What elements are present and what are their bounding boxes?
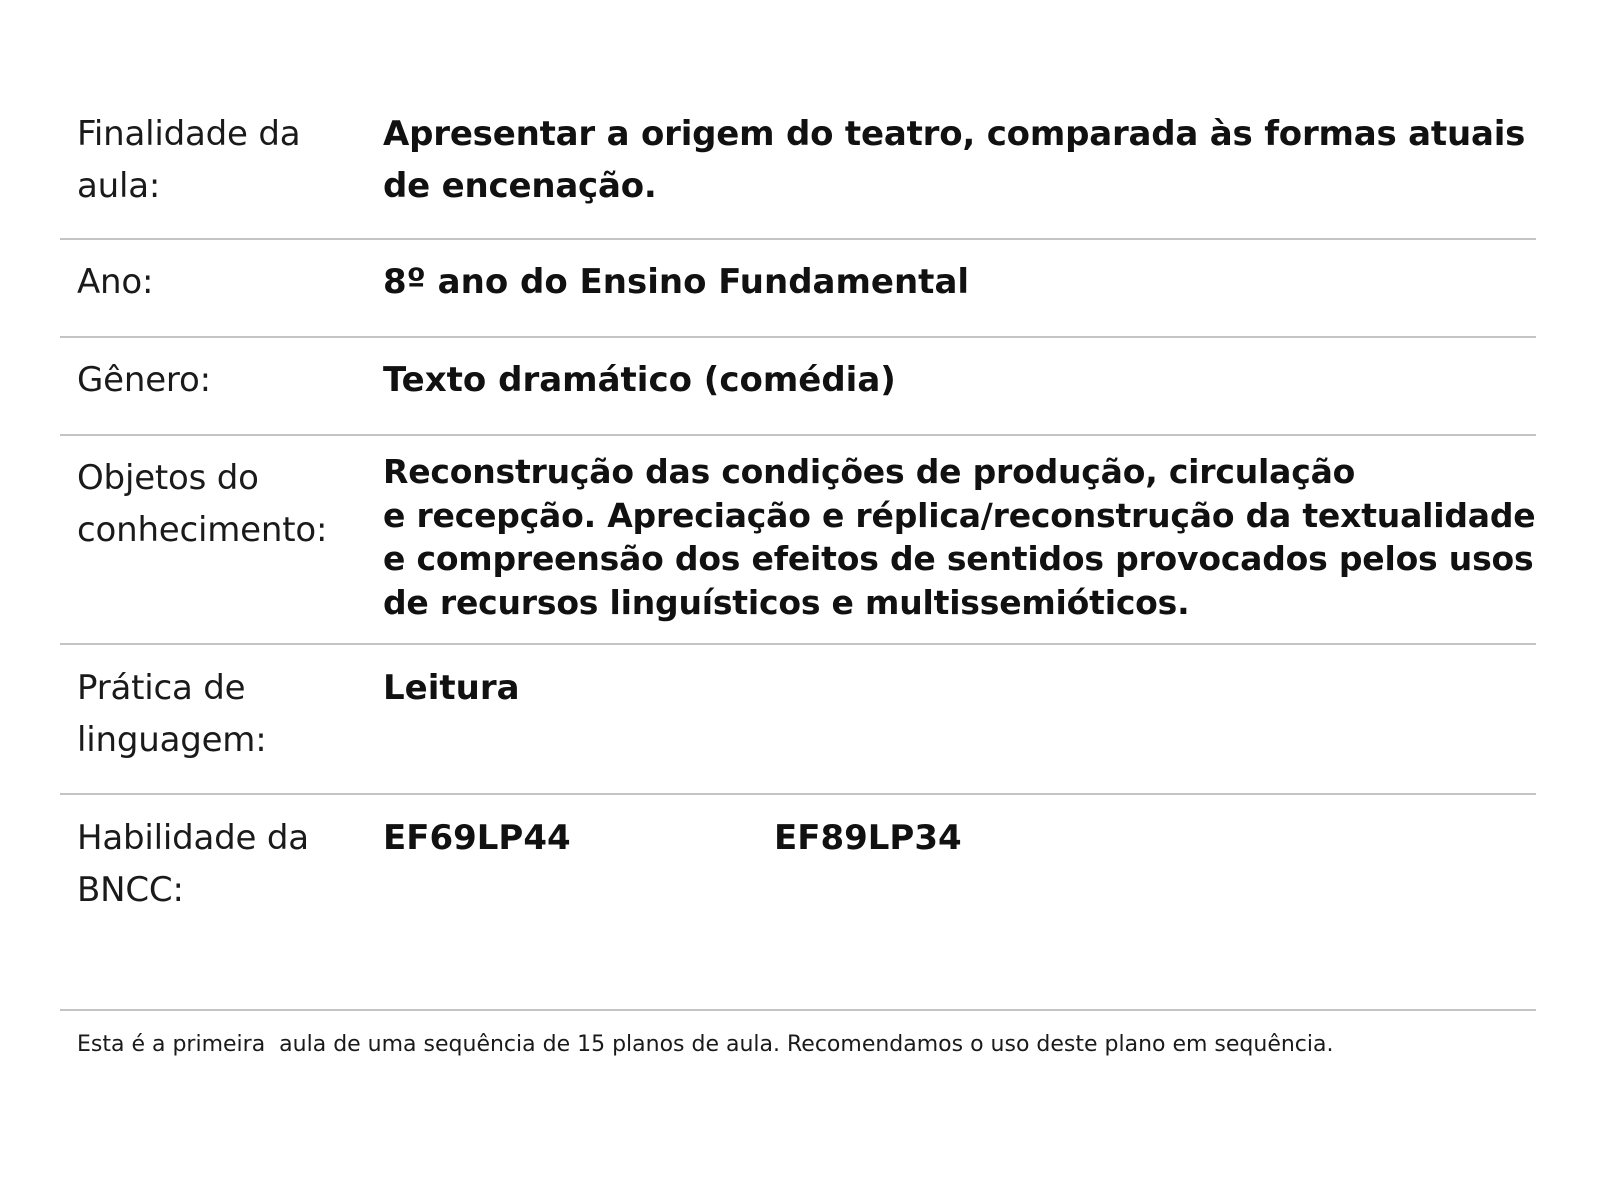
finalidade-value-line1: Apresentar a origem do teatro, comparada às formas atuais <box>383 114 1526 154</box>
ano-value: 8º ano do Ensino Fundamental <box>383 262 970 302</box>
habilidade-label-line1: Habilidade da <box>77 818 309 858</box>
objetos-value <box>383 450 1536 624</box>
divider <box>60 238 1536 240</box>
finalidade-value <box>383 108 1526 212</box>
pratica-label <box>77 662 347 766</box>
objetos-label <box>77 452 347 556</box>
finalidade-label-line2: aula: <box>77 166 161 206</box>
objetos-value-line2: e recepção. Apreciação e réplica/reconstrução da textualidade <box>383 495 1536 535</box>
habilidade-label <box>77 812 347 916</box>
habilidade-label-line2: BNCC: <box>77 870 184 910</box>
finalidade-label <box>77 108 347 212</box>
genero-value: Texto dramático (comédia) <box>383 360 896 400</box>
divider <box>60 434 1536 436</box>
genero-label: Gênero: <box>77 360 211 400</box>
bncc-code: EF89LP34 <box>774 818 962 858</box>
objetos-value-line1: Reconstrução das condições de produção, circulação <box>383 452 1356 491</box>
footnote: Esta é a primeira aula de uma sequência de 15 planos de aula. Recomendamos o uso deste plano em sequência. <box>77 1032 1334 1057</box>
objetos-value-line4: de recursos linguísticos e multissemióticos. <box>383 582 1190 622</box>
pratica-label-line1: Prática de <box>77 668 246 708</box>
divider <box>60 336 1536 338</box>
finalidade-value-line2: de encenação. <box>383 166 657 206</box>
finalidade-label-line1: Finalidade da <box>77 114 301 154</box>
objetos-label-line1: Objetos do <box>77 458 259 498</box>
ano-label: Ano: <box>77 262 154 302</box>
lesson-plan-sheet <box>60 0 1536 1200</box>
bncc-code: EF69LP44 <box>383 818 571 858</box>
divider <box>60 1009 1536 1011</box>
objetos-value-line3: e compreensão dos efeitos de sentidos provocados pelos usos <box>383 539 1534 578</box>
pratica-label-line2: linguagem: <box>77 720 267 760</box>
divider <box>60 793 1536 795</box>
pratica-value: Leitura <box>383 668 520 708</box>
objetos-label-line2: conhecimento: <box>77 510 328 550</box>
divider <box>60 643 1536 645</box>
